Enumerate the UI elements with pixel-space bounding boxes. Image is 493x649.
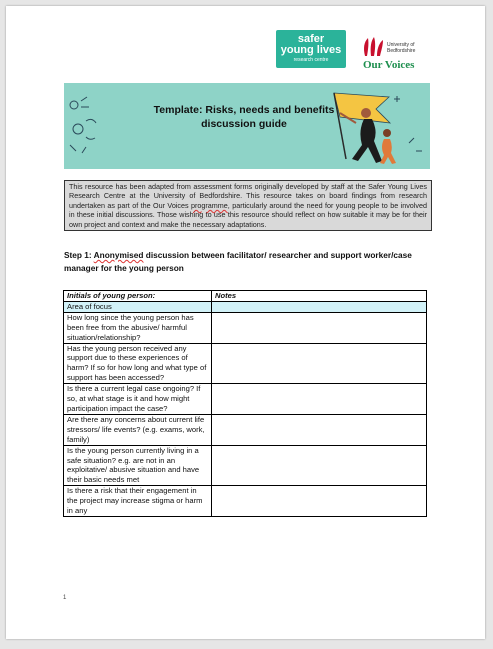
question-cell: Are there any concerns about current life stressors/ life events? (e.g. exams, work, family) bbox=[64, 414, 212, 445]
initials-header: Initials of young person: bbox=[64, 291, 212, 302]
table-row bbox=[64, 384, 427, 415]
notes-cell[interactable] bbox=[212, 445, 427, 486]
notes-cell[interactable] bbox=[212, 384, 427, 415]
question-cell: How long since the young person has been free from the abusive/ harmful situation/relationship? bbox=[64, 312, 212, 343]
spellcheck-flagged-word: programme bbox=[191, 200, 228, 210]
table-row bbox=[64, 414, 427, 445]
question-cell: Has the young person received any support due to these experiences of harm? If so for how long and what type of support has been accessed? bbox=[64, 343, 212, 384]
question-cell: Is the young person currently living in a safe situation? e.g. are not in an exploitative/ abusive situation and have their basic needs met bbox=[64, 445, 212, 486]
notes-cell[interactable] bbox=[212, 312, 427, 343]
notes-cell[interactable] bbox=[212, 414, 427, 445]
table-row bbox=[64, 343, 427, 384]
table-row bbox=[64, 445, 427, 486]
our-voices-logo-text: Our Voices bbox=[363, 59, 415, 71]
step-1-heading: Step 1: Anonymised discussion between facilitator/ researcher and support worker/case manager for the young person bbox=[64, 250, 412, 273]
safer-young-lives-logo bbox=[276, 30, 346, 68]
area-of-focus-row bbox=[64, 301, 427, 312]
document-title: Template: Risks, needs and benefits discussion guide bbox=[153, 104, 335, 130]
logo-text-young-lives: young lives bbox=[280, 44, 342, 56]
table-row bbox=[64, 486, 427, 517]
adaptation-notice: This resource has been adapted from assessment forms originally developed by staff at the Safer Young Lives Research Centre at the University of Bedfordshire. This resource takes on board findings from research undertaken as part of the Our Voices programme, particularly around the need for young people to be involved in these initial discussions. Those wishing to use this resource should reflect on how suitable it may be for their own project and context and make the necessary adaptations. bbox=[64, 180, 432, 231]
university-logo bbox=[361, 36, 431, 58]
notes-cell[interactable] bbox=[212, 343, 427, 384]
university-name: University of Bedfordshire bbox=[387, 42, 416, 54]
question-cell: Is there a risk that their engagement in the project may increase stigma or harm in any bbox=[64, 486, 212, 517]
document-page bbox=[6, 6, 485, 639]
notes-header: Notes bbox=[212, 291, 427, 302]
table-row bbox=[64, 312, 427, 343]
logo-text-safer: safer bbox=[297, 33, 325, 45]
question-cell: Is there a current legal case ongoing? If so, at what stage is it and how might participation impact the case? bbox=[64, 384, 212, 415]
title-banner bbox=[64, 83, 430, 169]
table-header-row bbox=[64, 291, 427, 302]
logo-text-research-centre: research centre bbox=[293, 57, 329, 63]
spellcheck-flagged-word: Anonymised bbox=[93, 250, 144, 260]
area-of-focus-label: Area of focus bbox=[64, 301, 212, 312]
university-crest-icon bbox=[361, 36, 385, 58]
notes-cell[interactable] bbox=[212, 301, 427, 312]
notes-cell[interactable] bbox=[212, 486, 427, 517]
discussion-table bbox=[63, 290, 427, 517]
page-number: 1 bbox=[63, 595, 67, 601]
